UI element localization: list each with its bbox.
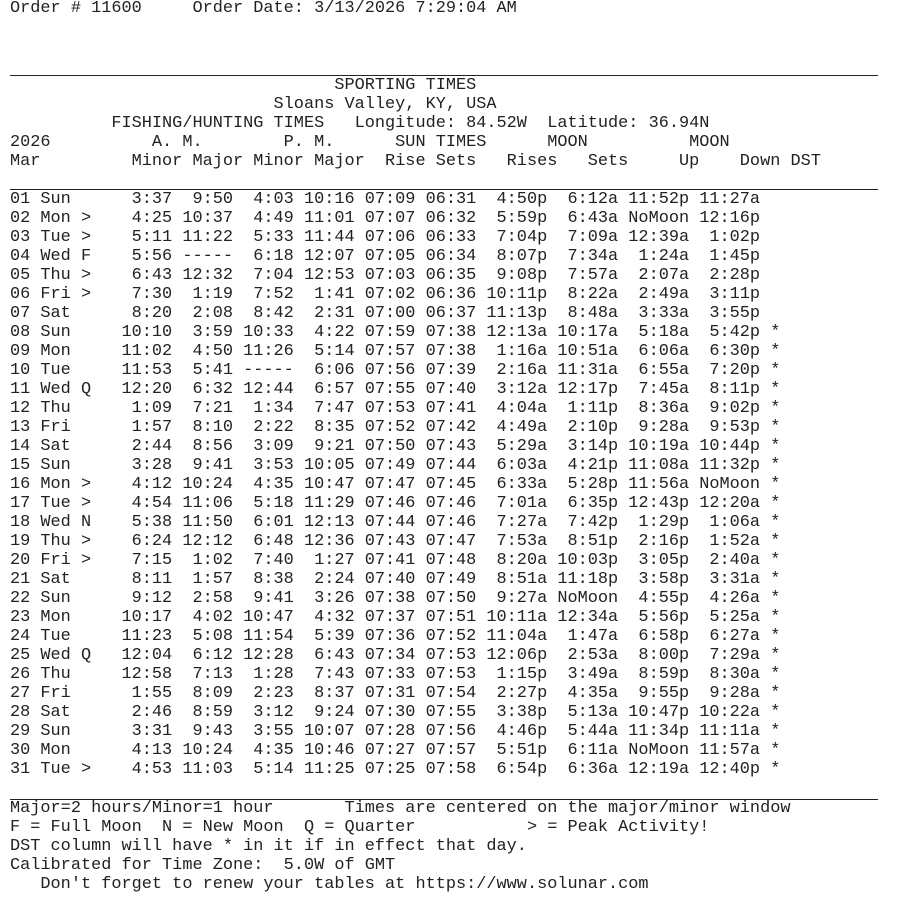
order-line: Order # 11600 Order Date: 3/13/2026 7:29:04 AM — [10, 0, 517, 18]
table-row: 23 Mon 10:17 4:02 10:47 4:32 07:37 07:51 10:11a 12:34a 5:56p 5:25a * — [10, 608, 781, 627]
page-title: SPORTING TIMES — [10, 76, 477, 95]
table-row: 10 Tue 11:53 5:41 ----- 6:06 07:56 07:39 2:16a 11:31a 6:55a 7:20p * — [10, 361, 781, 380]
table-row: 13 Fri 1:57 8:10 2:22 8:35 07:52 07:42 4:49a 2:10p 9:28a 9:53p * — [10, 418, 781, 437]
table-row: 18 Wed N 5:38 11:50 6:01 12:13 07:44 07:46 7:27a 7:42p 1:29p 1:06a * — [10, 513, 781, 532]
table-row: 30 Mon 4:13 10:24 4:35 10:46 07:27 07:57 5:51p 6:11a NoMoon 11:57a * — [10, 741, 781, 760]
table-row: 02 Mon > 4:25 10:37 4:49 11:01 07:07 06:32 5:59p 6:43a NoMoon 12:16p — [10, 209, 761, 228]
table-row: 21 Sat 8:11 1:57 8:38 2:24 07:40 07:49 8:51a 11:18p 3:58p 3:31a * — [10, 570, 781, 589]
table-row: 26 Thu 12:58 7:13 1:28 7:43 07:33 07:53 1:15p 3:49a 8:59p 8:30a * — [10, 665, 781, 684]
table-row: 06 Fri > 7:30 1:19 7:52 1:41 07:02 06:36 10:11p 8:22a 2:49a 3:11p — [10, 285, 761, 304]
table-row: 31 Tue > 4:53 11:03 5:14 11:25 07:25 07:58 6:54p 6:36a 12:19a 12:40p * — [10, 760, 781, 779]
table-row: 20 Fri > 7:15 1:02 7:40 1:27 07:41 07:48 8:20a 10:03p 3:05p 2:40a * — [10, 551, 781, 570]
table-row: 24 Tue 11:23 5:08 11:54 5:39 07:36 07:52 11:04a 1:47a 6:58p 6:27a * — [10, 627, 781, 646]
table-row: 12 Thu 1:09 7:21 1:34 7:47 07:53 07:41 4:04a 1:11p 8:36a 9:02p * — [10, 399, 781, 418]
table-row: 29 Sun 3:31 9:43 3:55 10:07 07:28 07:56 4:46p 5:44a 11:34p 11:11a * — [10, 722, 781, 741]
table-row: 04 Wed F 5:56 ----- 6:18 12:07 07:05 06:34 8:07p 7:34a 1:24a 1:45p — [10, 247, 761, 266]
table-row: 09 Mon 11:02 4:50 11:26 5:14 07:57 07:38 1:16a 10:51a 6:06a 6:30p * — [10, 342, 781, 361]
footer-dst-note: DST column will have * in it if in effect that day. — [10, 837, 527, 856]
table-row: 17 Tue > 4:54 11:06 5:18 11:29 07:46 07:46 7:01a 6:35p 12:43p 12:20a * — [10, 494, 781, 513]
location-line: Sloans Valley, KY, USA — [10, 95, 497, 114]
table-row: 03 Tue > 5:11 11:22 5:33 11:44 07:06 06:33 7:04p 7:09a 12:39a 1:02p — [10, 228, 761, 247]
footer-renew-note: Don't forget to renew your tables at https://www.solunar.com — [10, 875, 649, 894]
table-row: 05 Thu > 6:43 12:32 7:04 12:53 07:03 06:35 9:08p 7:57a 2:07a 2:28p — [10, 266, 761, 285]
footer-legend-moon-phases: F = Full Moon N = New Moon Q = Quarter > = Peak Activity! — [10, 818, 710, 837]
table-row: 08 Sun 10:10 3:59 10:33 4:22 07:59 07:38 12:13a 10:17a 5:18a 5:42p * — [10, 323, 781, 342]
table-row: 16 Mon > 4:12 10:24 4:35 10:47 07:47 07:45 6:33a 5:28p 11:56a NoMoon * — [10, 475, 781, 494]
table-row: 27 Fri 1:55 8:09 2:23 8:37 07:31 07:54 2:27p 4:35a 9:55p 9:28a * — [10, 684, 781, 703]
table-row: 01 Sun 3:37 9:50 4:03 10:16 07:09 06:31 4:50p 6:12a 11:52p 11:27a — [10, 190, 761, 209]
table-row: 25 Wed Q 12:04 6:12 12:28 6:43 07:34 07:53 12:06p 2:53a 8:00p 7:29a * — [10, 646, 781, 665]
coordinates-line: FISHING/HUNTING TIMES Longitude: 84.52W Latitude: 36.94N — [10, 114, 710, 133]
table-row: 15 Sun 3:28 9:41 3:53 10:05 07:49 07:44 6:03a 4:21p 11:08a 11:32p * — [10, 456, 781, 475]
table-row: 07 Sat 8:20 2:08 8:42 2:31 07:00 06:37 11:13p 8:48a 3:33a 3:55p — [10, 304, 761, 323]
table-row: 11 Wed Q 12:20 6:32 12:44 6:57 07:55 07:40 3:12a 12:17p 7:45a 8:11p * — [10, 380, 781, 399]
table-row: 28 Sat 2:46 8:59 3:12 9:24 07:30 07:55 3:38p 5:13a 10:47p 10:22a * — [10, 703, 781, 722]
footer-legend-major-minor: Major=2 hours/Minor=1 hour Times are centered on the major/minor window — [10, 799, 791, 818]
table-row: 14 Sat 2:44 8:56 3:09 9:21 07:50 07:43 5:29a 3:14p 10:19a 10:44p * — [10, 437, 781, 456]
column-header-line-2: Mar Minor Major Minor Major Rise Sets Rises Sets Up Down DST — [10, 152, 821, 171]
table-row: 22 Sun 9:12 2:58 9:41 3:26 07:38 07:50 9:27a NoMoon 4:55p 4:26a * — [10, 589, 781, 608]
times-table — [10, 190, 780, 779]
footer-timezone-note: Calibrated for Time Zone: 5.0W of GMT — [10, 856, 396, 875]
column-header-line-1: 2026 A. M. P. M. SUN TIMES MOON MOON — [10, 133, 730, 152]
table-row: 19 Thu > 6:24 12:12 6:48 12:36 07:43 07:47 7:53a 8:51p 2:16p 1:52a * — [10, 532, 781, 551]
